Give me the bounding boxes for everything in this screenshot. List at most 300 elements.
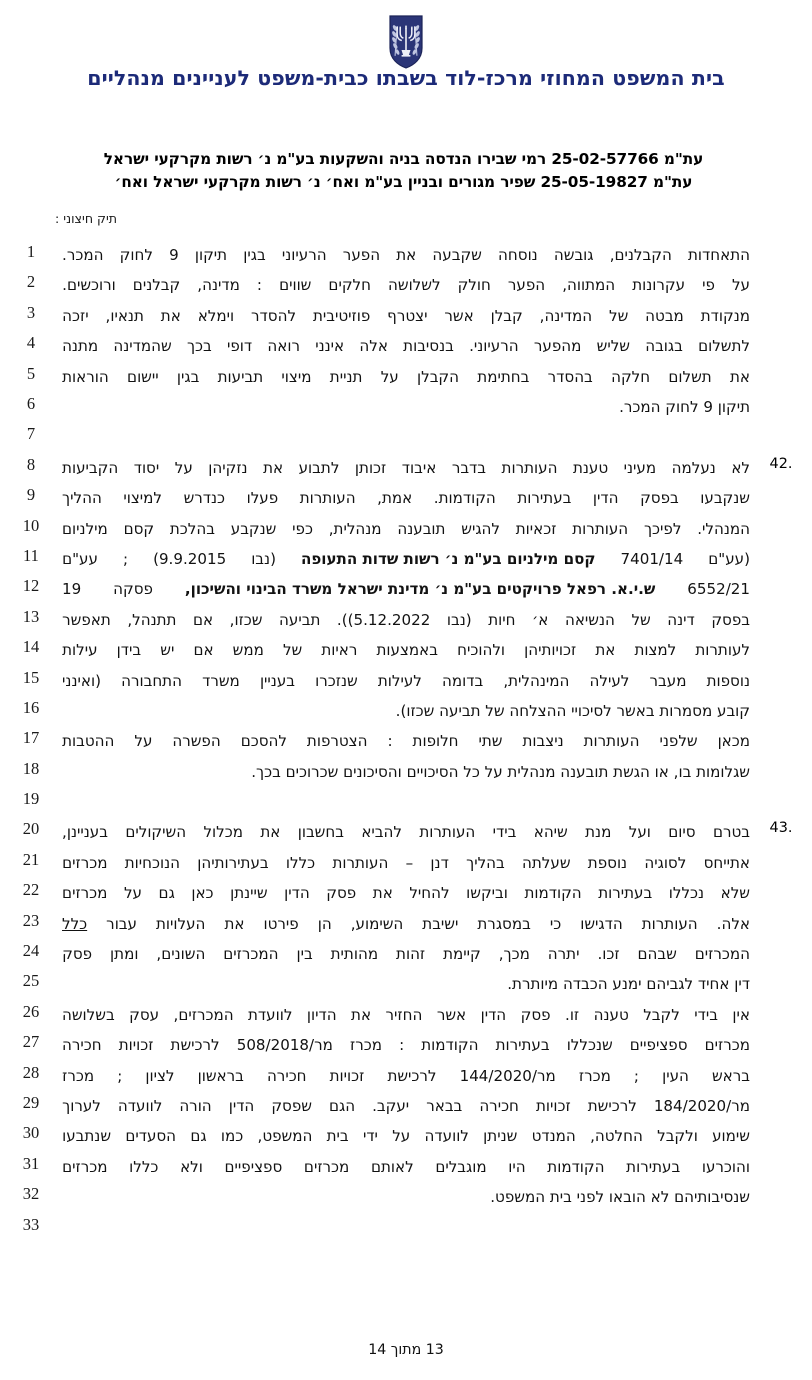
paragraph-number-empty — [750, 696, 812, 699]
text-line-row — [0, 1000, 812, 1030]
word: לוועדה — [424, 1127, 469, 1146]
word: הקודמות — [524, 884, 582, 903]
word: שנכללו — [566, 1036, 613, 1055]
word: מנהלית, — [328, 519, 382, 538]
line-number: 17 — [22, 728, 40, 748]
word: (נבו — [446, 610, 472, 629]
word: בחתימת — [477, 367, 530, 386]
word: לא — [731, 458, 750, 477]
word: הדין — [228, 1096, 255, 1115]
paragraph-number-empty — [750, 1182, 812, 1185]
paragraph-number-empty — [750, 422, 812, 425]
word: מעבר — [649, 671, 687, 690]
word: הדין — [284, 884, 310, 903]
word: העין — [662, 1066, 689, 1085]
case-headings — [0, 148, 812, 195]
word: העותרות — [299, 489, 356, 508]
paragraph-number-empty — [750, 362, 812, 365]
text-line — [62, 362, 750, 392]
text-line — [62, 331, 750, 361]
word: בדומה — [442, 671, 484, 690]
paragraph-number-empty — [750, 301, 812, 304]
word: מעיני — [623, 458, 657, 477]
paragraph-number-empty — [750, 666, 812, 669]
word: עע"ם — [62, 549, 98, 568]
word: לרכישת — [587, 1096, 637, 1115]
word: המכרזים — [223, 945, 279, 964]
word: על — [731, 276, 750, 295]
text-line-row — [0, 848, 812, 878]
word: ספציפיים — [629, 1036, 688, 1055]
text-line-row — [0, 422, 812, 452]
word: מיצוי — [281, 367, 312, 386]
word: העותרות — [501, 458, 558, 477]
word: מכרז — [349, 1036, 382, 1055]
word: – — [405, 853, 414, 872]
word: יעקב. — [372, 1096, 410, 1115]
word: פי — [702, 276, 715, 295]
word: את — [351, 1005, 372, 1024]
word: בהלכת — [169, 519, 215, 538]
word: שנקבעו — [700, 489, 750, 508]
paragraph-number-empty — [750, 969, 812, 972]
word: קסם מילניום בע"מ נ׳ רשות שדות התעופה — [300, 549, 596, 568]
word: על — [174, 458, 193, 477]
word: לוועדת — [248, 1005, 293, 1024]
word: בידן — [116, 641, 142, 660]
word: ההליך — [62, 489, 102, 508]
text-line-row — [0, 1213, 812, 1243]
word: מבטה — [645, 306, 684, 325]
word: בבאר — [426, 1096, 463, 1115]
word: ההטבות — [62, 732, 115, 751]
word: חלקים — [328, 276, 371, 295]
word: כנדרש — [183, 489, 226, 508]
line-number: 30 — [22, 1123, 40, 1143]
word: כי — [549, 914, 562, 933]
word: תובענה — [397, 519, 446, 538]
word: שיהא — [533, 823, 568, 842]
word: 19 — [62, 580, 82, 599]
text-line — [62, 817, 750, 847]
text-line-row — [0, 1030, 812, 1060]
word: מדינה, — [197, 276, 240, 295]
text-line-row — [0, 787, 812, 817]
word: להסדר — [251, 306, 297, 325]
word: השונים, — [156, 945, 206, 964]
word: פסקה — [113, 580, 153, 599]
word: : — [399, 1036, 405, 1055]
word: קיימת — [443, 945, 481, 964]
line-number: 7 — [26, 424, 36, 444]
word: יש — [160, 641, 175, 660]
word: ראיות — [321, 641, 358, 660]
word: מהפער — [533, 337, 582, 356]
text-line — [62, 635, 750, 665]
word: משרד — [202, 671, 240, 690]
word: את — [263, 458, 284, 477]
text-line-row — [0, 696, 812, 726]
line-number: 11 — [23, 545, 39, 565]
word: עילות — [62, 641, 98, 660]
line-number: 10 — [22, 515, 40, 535]
word: אין — [732, 1005, 750, 1024]
word: כלל — [62, 914, 88, 933]
word: : — [387, 732, 393, 751]
word: : — [256, 276, 263, 295]
word: מנת — [585, 823, 612, 842]
word: פסק — [520, 1005, 551, 1024]
text-line-row — [0, 574, 812, 604]
text-line: דין אחיד לגביהם ימנע הכבדה מיותרת. — [507, 975, 750, 994]
word: בגין — [243, 246, 266, 265]
word: שנזכרו — [315, 671, 358, 690]
word: ורוכשים. — [62, 276, 116, 295]
text-line-row — [0, 605, 812, 635]
word: זכויותיהן — [524, 641, 577, 660]
word: (עע"ם — [708, 549, 750, 568]
word: חלקה — [611, 367, 651, 386]
word: את — [260, 823, 281, 842]
word: פעלו — [246, 489, 279, 508]
word: העותרות — [641, 914, 698, 933]
word: להחיל — [409, 884, 450, 903]
text-line-row — [0, 757, 812, 787]
text-line-row — [0, 817, 812, 847]
word: הצטרפות — [306, 732, 368, 751]
word: בגין — [176, 367, 200, 386]
word: למצות — [634, 641, 677, 660]
line-number: 29 — [22, 1092, 40, 1112]
word: בין — [296, 945, 313, 964]
word: הרעיוני — [281, 246, 327, 265]
line-number: 31 — [22, 1153, 40, 1173]
word: וביקשו — [466, 884, 508, 903]
text-line-row — [0, 1121, 812, 1151]
word: אשר — [444, 306, 474, 325]
word: נוספת — [587, 853, 628, 872]
word: חכירה — [62, 1036, 102, 1055]
text-line-row — [0, 483, 812, 513]
word: כללו — [285, 853, 316, 872]
word: חכירה — [479, 1096, 519, 1115]
word: הדיון — [306, 1005, 337, 1024]
text-line-row — [0, 331, 812, 361]
word: יזכה — [62, 306, 89, 325]
word: שנקבע — [230, 519, 277, 538]
word: הקבלנים, — [609, 246, 672, 265]
paragraph-number-empty — [750, 514, 812, 517]
word: (ואינני — [62, 671, 101, 690]
text-line: תיקון 9 לחוק המכר. — [619, 397, 750, 416]
paragraph-number-empty — [750, 483, 812, 486]
word: העותרות — [332, 853, 389, 872]
text-line — [62, 1000, 750, 1030]
word: המתווה, — [562, 276, 616, 295]
word: 5.12.2022)). — [336, 610, 431, 629]
word: שהמדינה — [113, 337, 172, 356]
word: לתשלום — [698, 337, 750, 356]
text-line-row — [0, 1152, 812, 1182]
word: בפסק — [711, 610, 750, 629]
word: של — [631, 610, 651, 629]
word: יסוד — [133, 458, 160, 477]
word: המכרזים — [694, 945, 750, 964]
word: מוגבלים — [435, 1157, 487, 1176]
word: כאן — [191, 884, 214, 903]
case-number-line-2: עת"מ 25-05-19827 שפיר מגורים ובניין בע"מ ואח׳ נ׳ רשות מקרקעי ישראל ואח׳ — [114, 173, 693, 192]
text-line — [62, 514, 750, 544]
word: ; — [633, 1066, 639, 1085]
word: זכותן — [354, 458, 387, 477]
text-line — [62, 666, 750, 696]
word: היו — [508, 1157, 526, 1176]
word: שקבעה — [432, 246, 482, 265]
text-line-row — [0, 635, 812, 665]
word: הקודמות — [421, 1036, 479, 1055]
word: ש.י.א. רפאל פרויקטים בע"מ נ׳ מדינת ישראל משרד הבינוי והשיכון, — [184, 580, 656, 599]
word: זכויות — [329, 1066, 365, 1085]
word: נוסחה — [498, 246, 538, 265]
word: בראש — [711, 1066, 750, 1085]
word: חיות — [488, 610, 516, 629]
word: הוראות — [62, 367, 109, 386]
paragraph-number-empty — [750, 392, 812, 395]
word: לחוק — [119, 246, 153, 265]
line-number: 18 — [22, 758, 40, 778]
word: על — [134, 732, 153, 751]
word: כמו — [220, 1127, 244, 1146]
text-line — [62, 240, 750, 270]
text-line: שגלומות בו, או הגשת תובענה מנהלית על כל הסיכויים והסיכונים שכרוכים בכך. — [251, 762, 750, 781]
word: ממש — [232, 641, 264, 660]
word: בהסדר — [547, 367, 593, 386]
word: התאחדות — [687, 246, 750, 265]
text-line — [62, 1030, 750, 1060]
word: לוועדה — [117, 1096, 163, 1115]
word: הרעיוני. — [469, 337, 519, 356]
word: בידי — [492, 823, 517, 842]
word: כפי — [292, 519, 313, 538]
word: החלטה, — [590, 1127, 643, 1146]
text-line — [62, 939, 750, 969]
word: והוכרעו — [701, 1157, 750, 1176]
word: המשפט, — [257, 1127, 313, 1146]
word: ומתן — [110, 945, 139, 964]
word: מכלול — [203, 823, 243, 842]
line-number: 6 — [26, 393, 36, 413]
word: דנן — [430, 853, 449, 872]
text-line — [62, 544, 750, 574]
text-line-row — [0, 453, 812, 483]
paragraph-number-empty — [750, 1061, 812, 1064]
word: שפסק — [271, 1096, 312, 1115]
paragraph-number-empty — [750, 726, 812, 729]
word: מילניום — [62, 519, 108, 538]
word: לערוך — [62, 1096, 101, 1115]
text-line: קובע מסמרות באשר לסיכויי ההצלחה של תביעה שכזו). — [395, 701, 750, 720]
word: בידי — [694, 1005, 718, 1024]
word: תביעות — [217, 367, 264, 386]
word: שווים — [279, 276, 312, 295]
word: את — [396, 246, 417, 265]
word: מר/144/2020 — [459, 1066, 556, 1085]
word: תיקון — [194, 246, 228, 265]
word: נכללו — [668, 884, 705, 903]
external-file-label: תיק חיצוני : — [55, 211, 118, 227]
word: הן — [317, 914, 332, 933]
word: תביעה — [279, 610, 321, 629]
text-line — [62, 301, 750, 331]
word: מכרזים — [62, 884, 108, 903]
word: הפשרה — [172, 732, 221, 751]
word: בית — [326, 1127, 349, 1146]
paragraph-number-empty — [750, 848, 812, 851]
word: רואה — [267, 337, 300, 356]
word: הפער — [342, 246, 381, 265]
word: אתייחס — [703, 853, 750, 872]
word: שימוע — [712, 1127, 750, 1146]
word: את — [729, 367, 750, 386]
paragraph-number-empty — [750, 1121, 812, 1124]
word: של — [282, 641, 303, 660]
word: בעניין — [259, 671, 296, 690]
word: לאותם — [370, 1157, 414, 1176]
word: תנאיו, — [105, 306, 144, 325]
word: הקבלן — [417, 367, 460, 386]
word: קבלן — [490, 306, 523, 325]
line-number: 8 — [26, 454, 36, 474]
word: בכך — [186, 337, 212, 356]
word: שתי — [478, 732, 503, 751]
text-line-row — [0, 969, 812, 999]
word: זהות — [396, 945, 426, 964]
word: זכויות — [535, 1096, 571, 1115]
word: חולק — [457, 276, 491, 295]
word: שבהם — [637, 945, 677, 964]
word: בעניינן, — [62, 823, 108, 842]
word: מכאן — [717, 732, 750, 751]
word: הנוכחיות — [124, 853, 180, 872]
text-line — [62, 605, 750, 635]
page-footer: 13 מתוך 14 — [368, 1342, 444, 1358]
word: ניצבות — [522, 732, 564, 751]
word: המנהלי. — [697, 519, 750, 538]
line-number: 21 — [22, 849, 40, 869]
word: הקודמות. — [433, 489, 496, 508]
line-number: 15 — [22, 667, 40, 687]
text-line-row — [0, 939, 812, 969]
word: הדין — [592, 489, 619, 508]
paragraph-number-empty — [750, 1000, 812, 1003]
text-line — [62, 1152, 750, 1182]
word: השימוע, — [350, 914, 404, 933]
line-number: 5 — [26, 363, 36, 383]
word: בעתירות — [626, 1157, 681, 1176]
word: זכו. — [597, 945, 620, 964]
word: מהותית — [330, 945, 379, 964]
word: תשלום — [668, 367, 712, 386]
word: מתנה — [62, 337, 99, 356]
line-number: 22 — [22, 880, 40, 900]
word: יצטרף — [387, 306, 428, 325]
case-number-line-1: עת"מ 25-02-57766 רמי שבירו הנדסה בניה והשקעות בע"מ נ׳ רשות מקרקעי ישראל — [103, 149, 704, 168]
word: בפסק — [640, 489, 679, 508]
paragraph-number-empty — [750, 1091, 812, 1094]
text-line — [62, 1121, 750, 1151]
text-line — [62, 1061, 750, 1091]
word: שלפני — [659, 732, 698, 751]
word: טענה — [593, 1005, 629, 1024]
word: העותרות — [572, 519, 629, 538]
paragraph-number-empty — [750, 544, 812, 547]
text-line-row — [0, 240, 812, 270]
word: יתרה — [547, 945, 580, 964]
text-line-row — [0, 301, 812, 331]
text-line — [62, 726, 750, 756]
word: בעתירות — [517, 489, 572, 508]
word: פירטו — [263, 914, 299, 933]
line-number: 1 — [26, 242, 36, 262]
word: גם — [158, 884, 175, 903]
paragraph-number-empty — [750, 240, 812, 243]
word: המדינה, — [539, 306, 593, 325]
text-line — [62, 453, 750, 483]
text-line-row — [0, 666, 812, 696]
text-line — [62, 270, 750, 300]
text-line: שנסיבותיהם לא הובאו לפני בית המשפט. — [490, 1188, 750, 1207]
line-number: 4 — [26, 333, 36, 353]
document-body — [0, 240, 812, 1243]
word: להסכם — [240, 732, 287, 751]
word: העותרות — [583, 732, 640, 751]
word: העותרות — [419, 823, 476, 842]
word: את — [160, 306, 181, 325]
paragraph-number-empty — [750, 909, 812, 912]
paragraph-number-empty — [750, 1152, 812, 1155]
word: את — [372, 884, 393, 903]
word: בגובה — [645, 337, 683, 356]
word: קסם — [123, 519, 155, 538]
word: עקרונות — [632, 276, 686, 295]
paragraph-number-empty — [750, 331, 812, 334]
paragraph-number-empty — [750, 270, 812, 273]
word: א׳ — [532, 610, 549, 629]
paragraph-number-empty — [750, 939, 812, 942]
word: קבלנים — [132, 276, 181, 295]
word: אלה. — [716, 914, 750, 933]
word: וימלא — [197, 306, 235, 325]
word: 9 — [169, 246, 179, 265]
word: למיצוי — [123, 489, 163, 508]
word: הקודמות — [547, 1157, 605, 1176]
word: המנדט — [531, 1127, 576, 1146]
word: בשלושה — [62, 1005, 115, 1024]
word: ישיבת — [422, 914, 459, 933]
text-line-row — [0, 1091, 812, 1121]
word: בהליך — [466, 853, 505, 872]
line-number: 25 — [22, 971, 40, 991]
text-line-row — [0, 878, 812, 908]
word: את — [224, 914, 245, 933]
line-number: 3 — [26, 302, 36, 322]
word: בחשבון — [297, 823, 344, 842]
word: תניית — [329, 367, 363, 386]
word: לסוגיה — [644, 853, 687, 872]
word: טענת — [572, 458, 609, 477]
word: מכך, — [498, 945, 530, 964]
word: החזיר — [385, 1005, 423, 1024]
